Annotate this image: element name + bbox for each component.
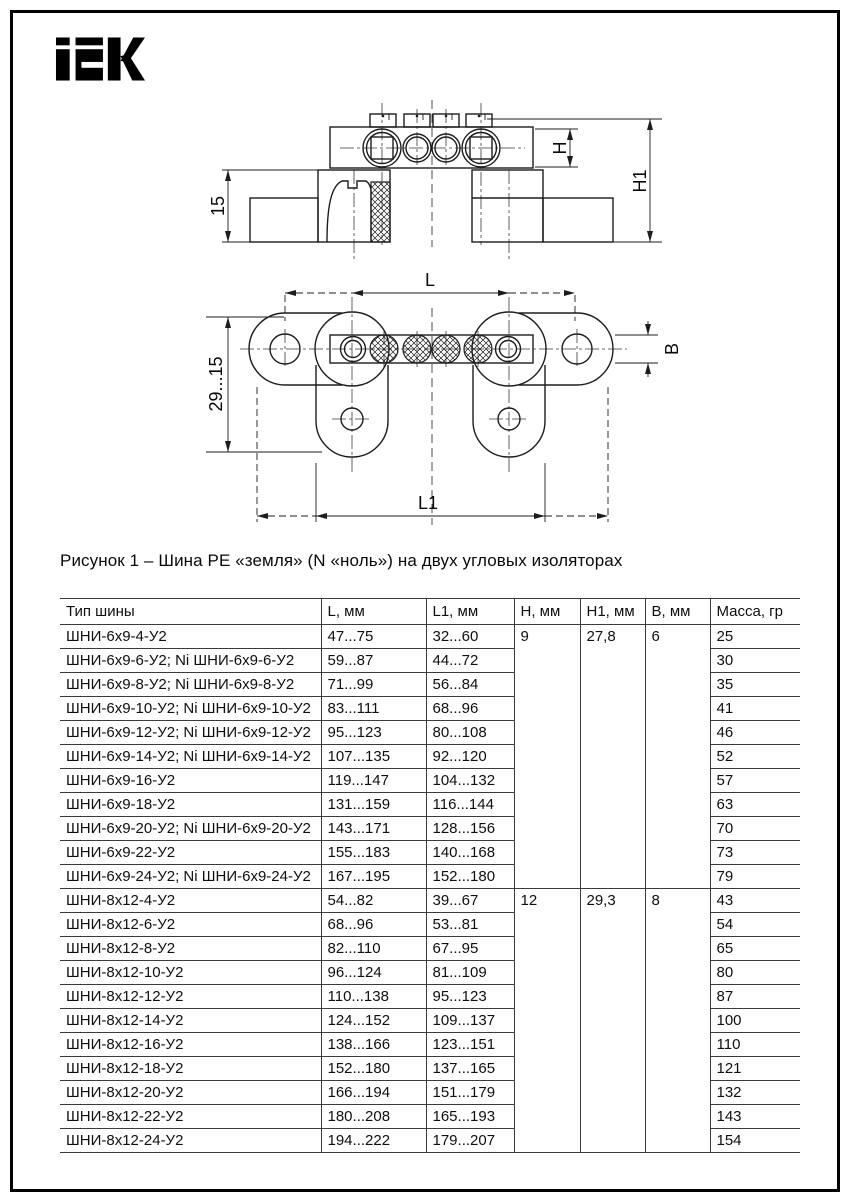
dim-H1 xyxy=(487,119,662,242)
iek-logo-glyphs xyxy=(56,37,145,80)
cell-mass: 52 xyxy=(710,745,800,769)
cell-mass: 46 xyxy=(710,721,800,745)
iek-logo xyxy=(55,37,145,81)
right-insulator xyxy=(472,170,613,242)
cell-mass: 54 xyxy=(710,913,800,937)
cell-type: ШНИ-6х9-6-У2; Ni ШНИ-6х9-6-У2 xyxy=(60,649,321,673)
dim-label-15: 15 xyxy=(208,195,228,217)
cell-L1: 92...120 xyxy=(426,745,514,769)
dim-H xyxy=(535,129,578,167)
figure-caption: Рисунок 1 – Шина PE «земля» (N «ноль») на двух угловых изоляторах xyxy=(60,551,623,570)
cell-L1: 179...207 xyxy=(426,1129,514,1153)
cell-L: 68...96 xyxy=(321,913,426,937)
cell-L: 155...183 xyxy=(321,841,426,865)
cell-mass: 80 xyxy=(710,961,800,985)
dim-label-H: H xyxy=(550,141,570,155)
technical-drawing xyxy=(0,85,850,535)
cell-type: ШНИ-8х12-10-У2 xyxy=(60,961,321,985)
cell-mass: 57 xyxy=(710,769,800,793)
cell-mass: 73 xyxy=(710,841,800,865)
cell-type: ШНИ-8х12-24-У2 xyxy=(60,1129,321,1153)
cell-L: 124...152 xyxy=(321,1009,426,1033)
cell-L1: 165...193 xyxy=(426,1105,514,1129)
cell-mass: 25 xyxy=(710,625,800,649)
cell-H-group: 9 xyxy=(514,625,580,889)
cell-type: ШНИ-8х12-12-У2 xyxy=(60,985,321,1009)
cell-L1: 152...180 xyxy=(426,865,514,889)
cell-mass: 87 xyxy=(710,985,800,1009)
cell-H-group: 12 xyxy=(514,889,580,1153)
cell-H1-group: 29,3 xyxy=(580,889,645,1153)
dim-L1 xyxy=(257,387,608,522)
cell-L: 131...159 xyxy=(321,793,426,817)
cell-type: ШНИ-6х9-20-У2; Ni ШНИ-6х9-20-У2 xyxy=(60,817,321,841)
cell-type: ШНИ-8х12-4-У2 xyxy=(60,889,321,913)
cell-L1: 140...168 xyxy=(426,841,514,865)
cell-L: 180...208 xyxy=(321,1105,426,1129)
cell-L: 119...147 xyxy=(321,769,426,793)
cell-L1: 80...108 xyxy=(426,721,514,745)
cell-L: 47...75 xyxy=(321,625,426,649)
dim-label-H1: H1 xyxy=(630,169,650,193)
plan-view xyxy=(206,270,682,525)
cell-mass: 65 xyxy=(710,937,800,961)
col-header: Масса, гр xyxy=(710,599,800,625)
cell-type: ШНИ-6х9-12-У2; Ni ШНИ-6х9-12-У2 xyxy=(60,721,321,745)
cell-L1: 128...156 xyxy=(426,817,514,841)
cell-mass: 121 xyxy=(710,1057,800,1081)
dim-15 xyxy=(208,170,318,242)
cell-L1: 104...132 xyxy=(426,769,514,793)
cell-mass: 154 xyxy=(710,1129,800,1153)
cell-L1: 68...96 xyxy=(426,697,514,721)
cell-mass: 100 xyxy=(710,1009,800,1033)
cell-L: 152...180 xyxy=(321,1057,426,1081)
spec-table xyxy=(60,598,800,1153)
cell-mass: 110 xyxy=(710,1033,800,1057)
cell-type: ШНИ-6х9-4-У2 xyxy=(60,625,321,649)
col-header: L1, мм xyxy=(426,599,514,625)
cell-mass: 43 xyxy=(710,889,800,913)
cell-mass: 143 xyxy=(710,1105,800,1129)
cell-L1: 137...165 xyxy=(426,1057,514,1081)
cell-L: 138...166 xyxy=(321,1033,426,1057)
cell-L: 71...99 xyxy=(321,673,426,697)
cell-type: ШНИ-8х12-16-У2 xyxy=(60,1033,321,1057)
header-row xyxy=(60,599,800,625)
cell-L: 143...171 xyxy=(321,817,426,841)
cell-L: 82...110 xyxy=(321,937,426,961)
cell-type: ШНИ-6х9-24-У2; Ni ШНИ-6х9-24-У2 xyxy=(60,865,321,889)
spec-table-body xyxy=(60,625,800,1153)
cell-L: 110...138 xyxy=(321,985,426,1009)
cell-type: ШНИ-8х12-14-У2 xyxy=(60,1009,321,1033)
col-header: Тип шины xyxy=(60,599,321,625)
cell-L1: 95...123 xyxy=(426,985,514,1009)
cell-mass: 132 xyxy=(710,1081,800,1105)
cell-L1: 123...151 xyxy=(426,1033,514,1057)
cell-L: 54...82 xyxy=(321,889,426,913)
dim-label-B: B xyxy=(662,342,682,356)
cell-type: ШНИ-6х9-8-У2; Ni ШНИ-6х9-8-У2 xyxy=(60,673,321,697)
cell-L1: 81...109 xyxy=(426,961,514,985)
cell-L: 166...194 xyxy=(321,1081,426,1105)
cell-mass: 70 xyxy=(710,817,800,841)
cell-L1: 53...81 xyxy=(426,913,514,937)
cell-L: 59...87 xyxy=(321,649,426,673)
left-insulator xyxy=(250,170,390,242)
cell-L: 107...135 xyxy=(321,745,426,769)
cell-type: ШНИ-6х9-18-У2 xyxy=(60,793,321,817)
cell-L1: 56...84 xyxy=(426,673,514,697)
col-header: H, мм xyxy=(514,599,580,625)
cell-type: ШНИ-6х9-14-У2; Ni ШНИ-6х9-14-У2 xyxy=(60,745,321,769)
cell-L: 83...111 xyxy=(321,697,426,721)
side-view xyxy=(208,100,662,260)
table-row xyxy=(60,625,800,649)
dim-label-L1: L1 xyxy=(417,493,439,513)
cell-type: ШНИ-8х12-8-У2 xyxy=(60,937,321,961)
table-row xyxy=(60,889,800,913)
cell-type: ШНИ-6х9-22-У2 xyxy=(60,841,321,865)
cell-L1: 39...67 xyxy=(426,889,514,913)
cell-type: ШНИ-8х12-20-У2 xyxy=(60,1081,321,1105)
cell-B-group: 8 xyxy=(645,889,710,1153)
cell-L1: 44...72 xyxy=(426,649,514,673)
cell-L: 167...195 xyxy=(321,865,426,889)
cell-L1: 67...95 xyxy=(426,937,514,961)
cell-type: ШНИ-6х9-16-У2 xyxy=(60,769,321,793)
cell-L: 194...222 xyxy=(321,1129,426,1153)
cell-L1: 32...60 xyxy=(426,625,514,649)
insulator-bases xyxy=(249,312,613,457)
cell-type: ШНИ-6х9-10-У2; Ni ШНИ-6х9-10-У2 xyxy=(60,697,321,721)
cell-mass: 41 xyxy=(710,697,800,721)
col-header: L, мм xyxy=(321,599,426,625)
cell-L1: 116...144 xyxy=(426,793,514,817)
cell-mass: 30 xyxy=(710,649,800,673)
terminal-screw-heads xyxy=(370,114,492,127)
col-header: B, мм xyxy=(645,599,710,625)
cell-type: ШНИ-8х12-6-У2 xyxy=(60,913,321,937)
cell-L1: 151...179 xyxy=(426,1081,514,1105)
dim-label-L: L xyxy=(424,270,436,290)
cell-type: ШНИ-8х12-22-У2 xyxy=(60,1105,321,1129)
cell-mass: 63 xyxy=(710,793,800,817)
col-header: H1, мм xyxy=(580,599,645,625)
cell-mass: 35 xyxy=(710,673,800,697)
cell-L1: 109...137 xyxy=(426,1009,514,1033)
spec-table-head xyxy=(60,599,800,625)
cell-mass: 79 xyxy=(710,865,800,889)
dim-label-29-15: 29...15 xyxy=(206,356,226,412)
cell-L: 95...123 xyxy=(321,721,426,745)
cell-L: 96...124 xyxy=(321,961,426,985)
cell-type: ШНИ-8х12-18-У2 xyxy=(60,1057,321,1081)
cell-H1-group: 27,8 xyxy=(580,625,645,889)
cell-B-group: 6 xyxy=(645,625,710,889)
